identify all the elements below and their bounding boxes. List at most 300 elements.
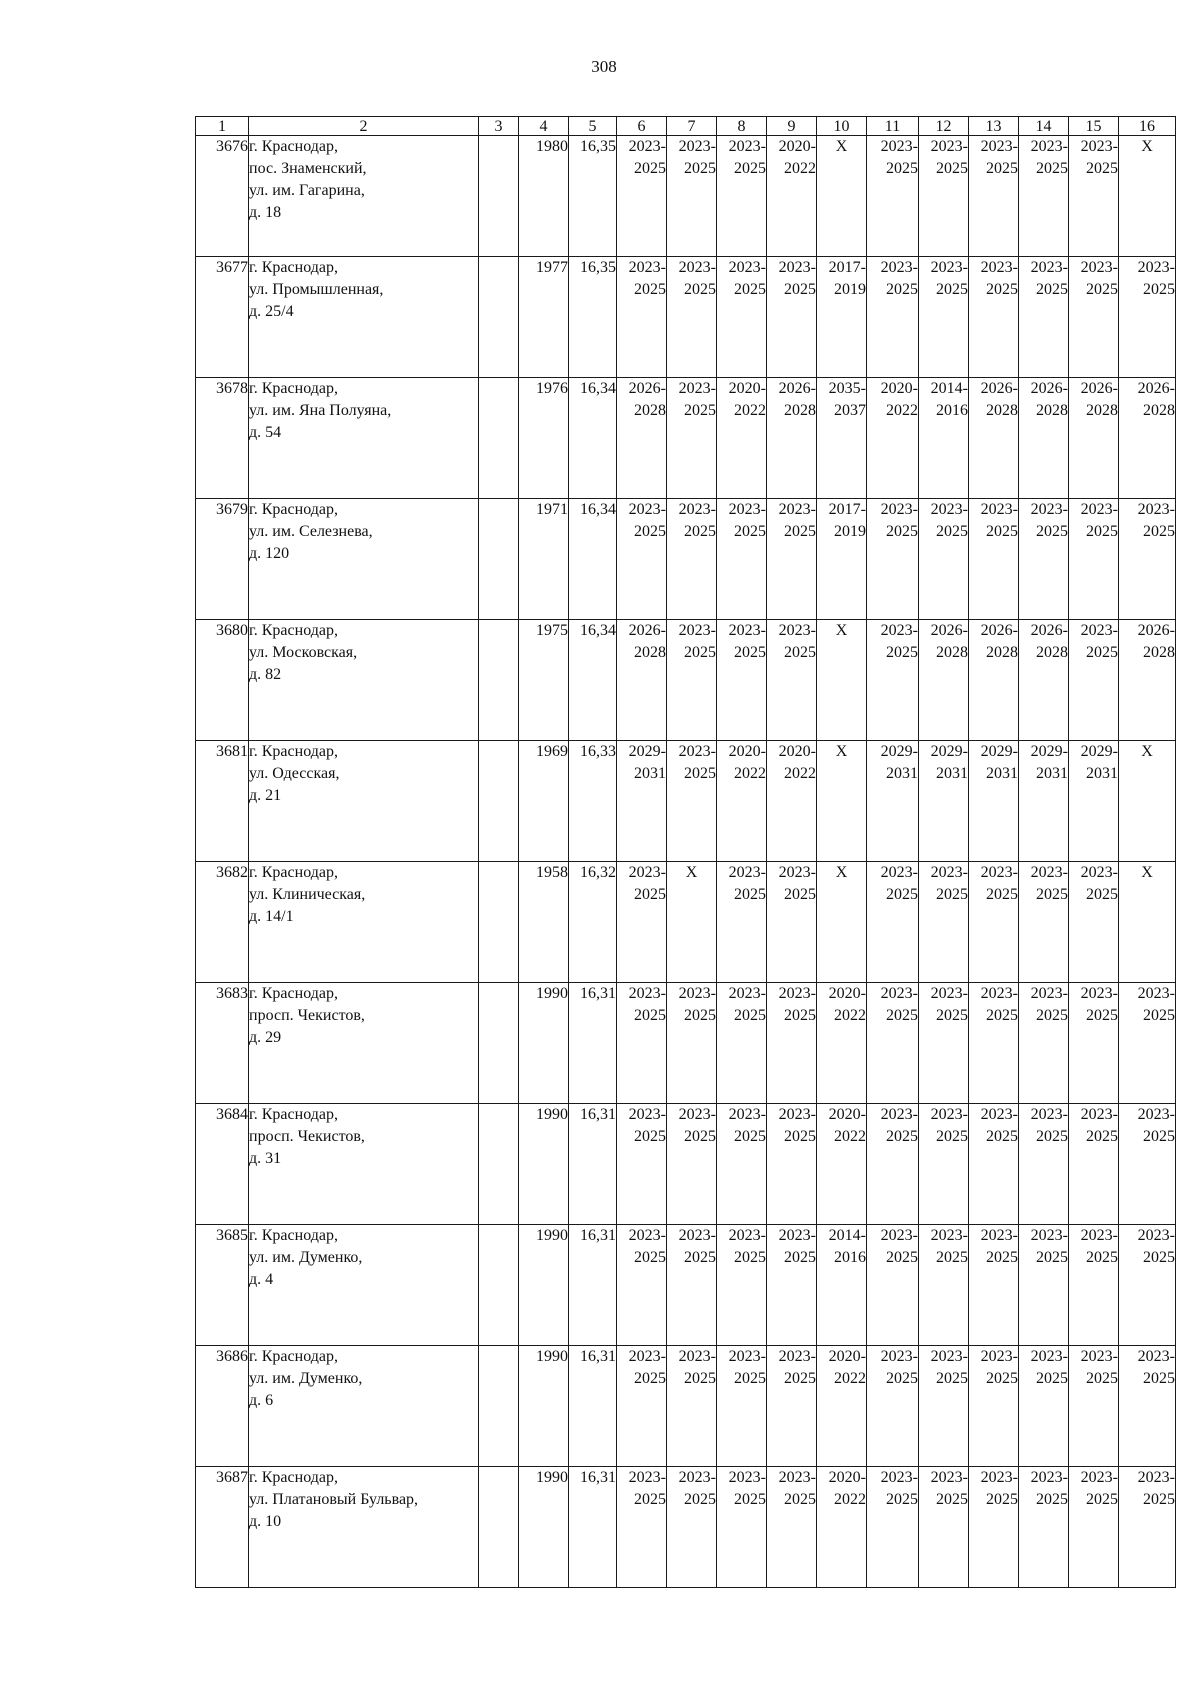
period-line: 2017- — [828, 501, 866, 518]
address-line: д. 31 — [249, 1150, 282, 1167]
period-cell — [717, 499, 767, 620]
year-cell: 1976 — [519, 378, 569, 499]
period-line: 2023- — [628, 864, 666, 881]
column-header: 6 — [617, 117, 667, 136]
period-line: 2029- — [980, 743, 1018, 760]
period-cell — [1069, 1467, 1119, 1588]
period-cell — [1069, 1346, 1119, 1467]
period-line: 2023- — [1080, 622, 1118, 639]
column-3-cell — [479, 257, 519, 378]
period-line: 2023- — [1080, 1348, 1118, 1365]
row-number: 3679 — [196, 499, 249, 620]
period-cell — [667, 1346, 717, 1467]
period-line: 2023- — [628, 1469, 666, 1486]
period-line: 2028 — [634, 644, 666, 661]
period-line: 2023- — [1030, 1348, 1068, 1365]
period-line: 2020- — [828, 1469, 866, 1486]
period-line: 2025 — [1086, 281, 1118, 298]
period-line: 2028 — [986, 402, 1018, 419]
period-line: 2025 — [1143, 1128, 1175, 1145]
column-3-cell — [479, 983, 519, 1104]
address-line: д. 25/4 — [249, 303, 294, 320]
period-cell — [667, 1225, 717, 1346]
period-cell — [1019, 257, 1069, 378]
period-cell — [1119, 741, 1176, 862]
address-line: ул. им. Яна Полуяна, — [249, 402, 392, 419]
period-cell — [767, 862, 817, 983]
period-cell — [1069, 499, 1119, 620]
period-line: 2026- — [1137, 622, 1175, 639]
period-line: 2023- — [1080, 501, 1118, 518]
period-cell — [867, 136, 919, 257]
period-cell — [767, 1467, 817, 1588]
period-line: 2023- — [778, 259, 816, 276]
period-cell — [1019, 862, 1069, 983]
period-cell — [1069, 257, 1119, 378]
period-line: 2023- — [980, 501, 1018, 518]
period-cell — [1119, 136, 1176, 257]
period-cell — [1019, 1467, 1069, 1588]
period-line: 2025 — [886, 1370, 918, 1387]
period-line: 2023- — [728, 501, 766, 518]
period-cell — [717, 983, 767, 1104]
period-cell — [717, 1346, 767, 1467]
column-3-cell — [479, 1225, 519, 1346]
period-line: 2023- — [930, 1469, 968, 1486]
period-line: X — [835, 743, 848, 760]
period-line: 2023- — [1030, 985, 1068, 1002]
column-header: 13 — [969, 117, 1019, 136]
period-cell — [717, 257, 767, 378]
row-number: 3683 — [196, 983, 249, 1104]
period-cell — [1069, 1225, 1119, 1346]
address-line: г. Краснодар, — [249, 743, 338, 760]
period-cell — [767, 499, 817, 620]
period-line: 2025 — [634, 523, 666, 540]
column-header: 14 — [1019, 117, 1069, 136]
period-line: X — [1141, 864, 1153, 881]
table-row — [196, 1104, 1176, 1225]
period-line: 2025 — [784, 1007, 816, 1024]
period-line: 2031 — [634, 765, 666, 782]
address-cell — [249, 136, 479, 257]
period-line: 2025 — [734, 1007, 766, 1024]
period-line: 2023- — [1030, 1469, 1068, 1486]
table-row — [196, 983, 1176, 1104]
period-line: 2023- — [1137, 1469, 1175, 1486]
housing-register-table — [195, 116, 1176, 1588]
period-line: 2025 — [1143, 281, 1175, 298]
period-cell — [1019, 378, 1069, 499]
period-line: 2026- — [1030, 380, 1068, 397]
period-line: 2023- — [1137, 501, 1175, 518]
period-line: 2025 — [886, 1491, 918, 1508]
period-line: 2025 — [936, 1128, 968, 1145]
year-cell: 1990 — [519, 983, 569, 1104]
period-line: 2023- — [880, 1106, 918, 1123]
period-cell — [617, 257, 667, 378]
period-line: 2023- — [678, 138, 716, 155]
value-cell: 16,35 — [569, 136, 617, 257]
row-number: 3678 — [196, 378, 249, 499]
period-line: 2025 — [734, 523, 766, 540]
period-cell — [667, 378, 717, 499]
period-line: 2025 — [886, 1007, 918, 1024]
period-line: 2023- — [678, 622, 716, 639]
period-cell — [1119, 620, 1176, 741]
address-line: г. Краснодар, — [249, 1106, 338, 1123]
address-cell — [249, 1104, 479, 1225]
period-line: 2022 — [734, 402, 766, 419]
period-line: 2025 — [634, 886, 666, 903]
table-row — [196, 741, 1176, 862]
period-line: 2020- — [828, 1106, 866, 1123]
period-line: 2026- — [778, 380, 816, 397]
period-line: 2025 — [1036, 1007, 1068, 1024]
year-cell: 1969 — [519, 741, 569, 862]
period-line: 2023- — [778, 1227, 816, 1244]
period-line: 2023- — [1080, 1227, 1118, 1244]
period-cell — [767, 741, 817, 862]
period-line: 2023- — [930, 501, 968, 518]
period-line: 2025 — [734, 1249, 766, 1266]
period-line: 2023- — [980, 985, 1018, 1002]
period-line: 2023- — [1080, 1469, 1118, 1486]
period-cell — [867, 1346, 919, 1467]
period-line: 2023- — [728, 138, 766, 155]
period-line: 2023- — [880, 864, 918, 881]
period-line: 2025 — [634, 1370, 666, 1387]
period-cell — [817, 620, 867, 741]
period-line: 2028 — [634, 402, 666, 419]
period-line: 2028 — [784, 402, 816, 419]
table-row — [196, 136, 1176, 257]
period-line: 2025 — [634, 160, 666, 177]
period-line: 2028 — [986, 644, 1018, 661]
period-line: 2023- — [778, 622, 816, 639]
row-number: 3682 — [196, 862, 249, 983]
period-line: 2023- — [678, 259, 716, 276]
period-line: 2025 — [684, 1370, 716, 1387]
period-line: 2023- — [1137, 1227, 1175, 1244]
column-header: 15 — [1069, 117, 1119, 136]
period-line: 2025 — [936, 886, 968, 903]
period-cell — [919, 1467, 969, 1588]
period-line: 2023- — [930, 138, 968, 155]
period-line: 2014- — [828, 1227, 866, 1244]
period-line: 2029- — [628, 743, 666, 760]
table-row — [196, 499, 1176, 620]
period-cell — [1119, 499, 1176, 620]
row-number: 3687 — [196, 1467, 249, 1588]
period-cell — [667, 620, 717, 741]
period-line: 2023- — [1030, 1227, 1068, 1244]
period-line: 2023- — [1080, 1106, 1118, 1123]
address-line: ул. им. Селезнева, — [249, 523, 373, 540]
address-line: д. 6 — [249, 1392, 274, 1409]
period-cell — [817, 499, 867, 620]
period-cell — [969, 741, 1019, 862]
column-3-cell — [479, 862, 519, 983]
period-cell — [1119, 257, 1176, 378]
period-line: 2025 — [634, 1007, 666, 1024]
address-line: д. 29 — [249, 1029, 282, 1046]
column-3-cell — [479, 499, 519, 620]
period-line: 2025 — [1086, 644, 1118, 661]
address-line: ул. Одесская, — [249, 765, 340, 782]
period-line: 2023- — [778, 1469, 816, 1486]
period-line: 2025 — [936, 281, 968, 298]
period-cell — [817, 862, 867, 983]
period-line: 2023- — [778, 1106, 816, 1123]
period-line: 2023- — [628, 985, 666, 1002]
period-line: 2020- — [778, 138, 816, 155]
period-line: 2023- — [1137, 1106, 1175, 1123]
period-cell — [767, 257, 817, 378]
period-line: 2023- — [678, 380, 716, 397]
period-line: 2023- — [628, 1227, 666, 1244]
period-line: 2025 — [784, 1249, 816, 1266]
period-line: 2026- — [628, 380, 666, 397]
period-line: 2025 — [986, 160, 1018, 177]
column-header: 11 — [867, 117, 919, 136]
period-cell — [667, 257, 717, 378]
period-cell — [767, 983, 817, 1104]
column-header: 8 — [717, 117, 767, 136]
column-3-cell — [479, 1467, 519, 1588]
period-cell — [969, 1104, 1019, 1225]
address-cell — [249, 741, 479, 862]
period-cell — [617, 983, 667, 1104]
period-line: 2025 — [734, 1491, 766, 1508]
period-cell — [969, 499, 1019, 620]
address-line: д. 82 — [249, 666, 282, 683]
period-cell — [1119, 1104, 1176, 1225]
period-cell — [969, 620, 1019, 741]
value-cell: 16,32 — [569, 862, 617, 983]
period-line: 2025 — [1143, 1249, 1175, 1266]
period-line: 2023- — [1030, 138, 1068, 155]
period-cell — [617, 1467, 667, 1588]
period-cell — [1019, 620, 1069, 741]
period-line: 2019 — [834, 523, 866, 540]
period-line: 2025 — [986, 1007, 1018, 1024]
period-line: 2023- — [980, 864, 1018, 881]
period-cell — [1019, 136, 1069, 257]
period-line: 2023- — [930, 1106, 968, 1123]
period-line: 2025 — [886, 281, 918, 298]
period-line: 2025 — [784, 1370, 816, 1387]
period-line: 2026- — [980, 380, 1018, 397]
period-line: 2025 — [1036, 1370, 1068, 1387]
period-line: 2025 — [734, 644, 766, 661]
period-line: 2025 — [1143, 1370, 1175, 1387]
period-line: 2023- — [778, 501, 816, 518]
period-line: 2023- — [880, 622, 918, 639]
year-cell: 1975 — [519, 620, 569, 741]
period-line: 2025 — [684, 644, 716, 661]
period-line: 2023- — [728, 864, 766, 881]
row-number: 3684 — [196, 1104, 249, 1225]
period-cell — [1119, 983, 1176, 1104]
period-line: 2025 — [986, 1491, 1018, 1508]
period-line: 2025 — [784, 281, 816, 298]
address-cell — [249, 378, 479, 499]
period-line: 2022 — [834, 1491, 866, 1508]
period-cell — [617, 1225, 667, 1346]
table-row — [196, 862, 1176, 983]
address-line: ул. им. Гагарина, — [249, 182, 365, 199]
period-line: 2025 — [1036, 1128, 1068, 1145]
period-line: 2023- — [728, 1106, 766, 1123]
table-row — [196, 1225, 1176, 1346]
period-cell — [817, 741, 867, 862]
address-line: г. Краснодар, — [249, 1227, 338, 1244]
address-line: ул. Платановый Бульвар, — [249, 1491, 419, 1508]
period-line: 2025 — [886, 886, 918, 903]
row-number: 3677 — [196, 257, 249, 378]
period-line: 2023- — [728, 985, 766, 1002]
period-line: 2025 — [734, 160, 766, 177]
period-line: 2023- — [1137, 1348, 1175, 1365]
period-line: 2023- — [728, 1227, 766, 1244]
column-header: 2 — [249, 117, 479, 136]
period-cell — [867, 1104, 919, 1225]
address-line: г. Краснодар, — [249, 622, 338, 639]
period-line: 2025 — [1086, 1128, 1118, 1145]
period-line: 2025 — [986, 886, 1018, 903]
column-3-cell — [479, 620, 519, 741]
column-header: 9 — [767, 117, 817, 136]
period-line: 2025 — [986, 1249, 1018, 1266]
period-line: 2025 — [1086, 1249, 1118, 1266]
period-line: 2028 — [1086, 402, 1118, 419]
column-number-header — [196, 117, 1176, 136]
period-line: 2035- — [828, 380, 866, 397]
period-line: 2025 — [1086, 1491, 1118, 1508]
period-line: 2026- — [1030, 622, 1068, 639]
period-line: 2029- — [1030, 743, 1068, 760]
year-cell: 1977 — [519, 257, 569, 378]
value-cell: 16,31 — [569, 1467, 617, 1588]
year-cell: 1958 — [519, 862, 569, 983]
period-line: 2023- — [930, 864, 968, 881]
period-line: 2025 — [784, 644, 816, 661]
period-line: 2023- — [1080, 259, 1118, 276]
period-line: 2031 — [936, 765, 968, 782]
period-cell — [767, 620, 817, 741]
address-line: г. Краснодар, — [249, 138, 338, 155]
period-cell — [1069, 741, 1119, 862]
period-line: 2020- — [728, 743, 766, 760]
period-line: 2025 — [634, 1491, 666, 1508]
period-line: 2019 — [834, 281, 866, 298]
column-header: 7 — [667, 117, 717, 136]
period-line: 2023- — [778, 864, 816, 881]
period-line: 2020- — [828, 985, 866, 1002]
period-line: 2029- — [880, 743, 918, 760]
period-line: 2028 — [936, 644, 968, 661]
period-line: 2023- — [678, 1469, 716, 1486]
period-line: 2023- — [778, 985, 816, 1002]
period-line: 2020- — [728, 380, 766, 397]
address-cell — [249, 862, 479, 983]
address-line: г. Краснодар, — [249, 985, 338, 1002]
period-cell — [617, 136, 667, 257]
address-line: г. Краснодар, — [249, 380, 338, 397]
address-cell — [249, 620, 479, 741]
period-cell — [617, 1346, 667, 1467]
period-cell — [1069, 378, 1119, 499]
period-line: 2023- — [628, 1106, 666, 1123]
table-row — [196, 1346, 1176, 1467]
address-line: ул. Московская, — [249, 644, 358, 661]
period-line: 2029- — [930, 743, 968, 760]
period-line: 2020- — [880, 380, 918, 397]
period-cell — [767, 378, 817, 499]
period-line: 2025 — [684, 160, 716, 177]
period-cell — [1069, 862, 1119, 983]
period-cell — [1019, 983, 1069, 1104]
period-cell — [617, 378, 667, 499]
period-line: 2025 — [1036, 281, 1068, 298]
year-cell: 1990 — [519, 1467, 569, 1588]
period-cell — [1119, 1467, 1176, 1588]
period-cell — [867, 257, 919, 378]
period-line: 2023- — [678, 1348, 716, 1365]
period-cell — [817, 1225, 867, 1346]
address-line: г. Краснодар, — [249, 1469, 338, 1486]
period-line: 2022 — [734, 765, 766, 782]
period-line: 2026- — [1080, 380, 1118, 397]
address-cell — [249, 983, 479, 1104]
period-cell — [767, 1104, 817, 1225]
address-line: г. Краснодар, — [249, 1348, 338, 1365]
period-cell — [667, 1104, 717, 1225]
year-cell: 1990 — [519, 1346, 569, 1467]
period-line: 2025 — [1086, 886, 1118, 903]
period-line: 2025 — [886, 644, 918, 661]
period-line: 2028 — [1036, 402, 1068, 419]
period-line: 2025 — [936, 1491, 968, 1508]
address-cell — [249, 1346, 479, 1467]
period-line: 2026- — [930, 622, 968, 639]
period-cell — [969, 1346, 1019, 1467]
period-cell — [667, 1467, 717, 1588]
period-cell — [717, 1467, 767, 1588]
period-line: 2025 — [784, 523, 816, 540]
period-cell — [867, 1225, 919, 1346]
period-cell — [717, 741, 767, 862]
address-line: г. Краснодар, — [249, 501, 338, 518]
period-line: 2023- — [980, 259, 1018, 276]
address-line: ул. им. Думенко, — [249, 1370, 363, 1387]
period-line: 2025 — [684, 281, 716, 298]
value-cell: 16,31 — [569, 983, 617, 1104]
address-line: д. 54 — [249, 424, 282, 441]
column-header: 12 — [919, 117, 969, 136]
value-cell: 16,34 — [569, 378, 617, 499]
period-cell — [867, 741, 919, 862]
period-cell — [919, 741, 969, 862]
period-cell — [919, 378, 969, 499]
period-cell — [1069, 1104, 1119, 1225]
period-line: 2028 — [1143, 402, 1175, 419]
period-line: 2017- — [828, 259, 866, 276]
period-line: 2020- — [778, 743, 816, 760]
period-cell — [867, 862, 919, 983]
period-line: 2025 — [684, 1007, 716, 1024]
